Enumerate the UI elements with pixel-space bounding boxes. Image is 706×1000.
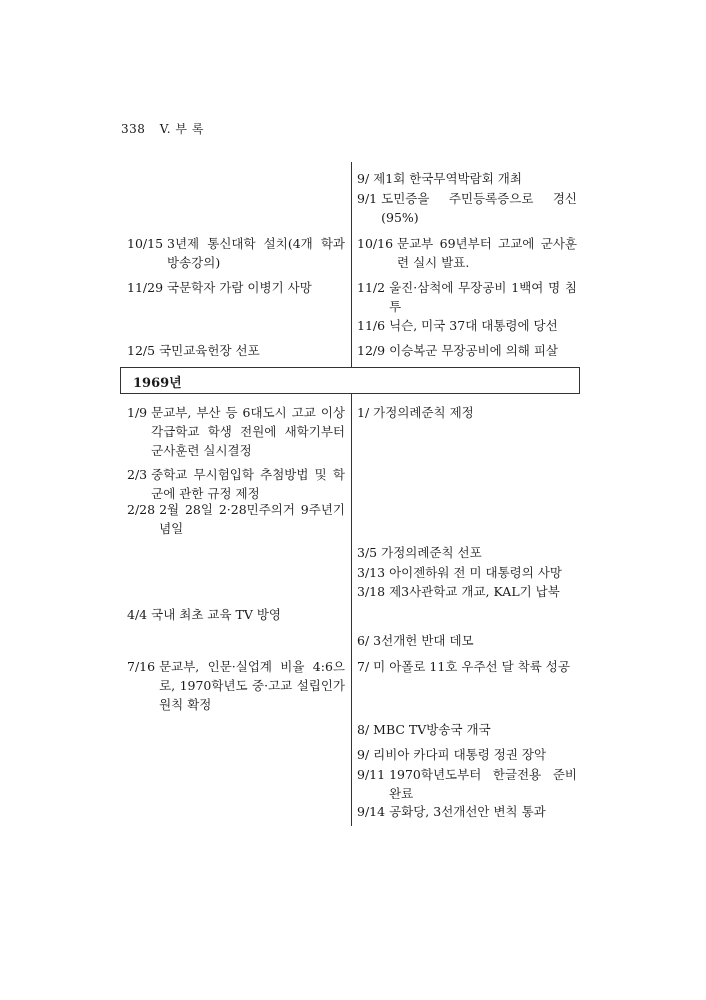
chronology-entry xyxy=(127,500,345,538)
entry-date: 11/29 xyxy=(127,280,164,295)
chronology-entry xyxy=(357,720,577,739)
chronology-entry xyxy=(127,341,345,360)
entry-text: 제3사관학교 개교, KAL기 납북 xyxy=(389,584,560,599)
chronology-entry xyxy=(127,605,345,624)
entry-date: 9/1 xyxy=(357,191,378,206)
chronology-entry xyxy=(357,657,577,676)
entry-date: 12/5 xyxy=(127,343,156,358)
entry-text: 3년제 통신대학 설치(4개 학과 방송강의) xyxy=(167,236,345,270)
entry-date: 11/2 xyxy=(357,280,386,295)
entry-date: 2/28 xyxy=(127,502,156,517)
entry-date: 9/ xyxy=(357,747,370,762)
entry-date: 2/3 xyxy=(127,467,148,482)
chronology-entry xyxy=(357,563,577,582)
entry-text: 문교부, 부산 등 6대도시 고교 이상 각급학교 학생 전원에 새학기부터 군사훈련 실시결정 xyxy=(151,405,345,458)
entry-text: 리비아 카다피 대통령 정권 장악 xyxy=(373,747,547,762)
chronology-entry xyxy=(357,582,577,601)
entry-date: 1/9 xyxy=(127,405,148,420)
entry-text: 국내 최초 교육 TV 방영 xyxy=(151,607,281,622)
chronology-entry xyxy=(127,465,345,503)
chronology-entry xyxy=(357,765,577,803)
entry-date: 3/5 xyxy=(357,545,378,560)
entry-text: 3선개헌 반대 데모 xyxy=(373,633,474,648)
entry-date: 12/9 xyxy=(357,343,386,358)
chronology-entry xyxy=(357,169,577,188)
chronology-entry xyxy=(127,657,345,714)
entry-date: 6/ xyxy=(357,633,370,648)
entry-text: 가정의례준칙 선포 xyxy=(381,545,482,560)
entry-text: 울진·삼척에 무장공비 1백여 명 침투 xyxy=(389,280,577,314)
entry-text: 아이젠하워 전 미 대통령의 사망 xyxy=(389,565,562,580)
page-number: 338 xyxy=(121,122,146,136)
entry-text: 2월 28일 2·28민주의거 9주년기념일 xyxy=(159,502,345,536)
chronology-entry xyxy=(357,543,577,562)
chronology-entry xyxy=(357,189,577,227)
column-divider-top xyxy=(351,162,352,367)
entry-date: 4/4 xyxy=(127,607,148,622)
entry-date: 10/15 xyxy=(127,236,164,251)
column-divider-bottom xyxy=(351,394,352,826)
running-header xyxy=(121,120,204,137)
entry-date: 8/ xyxy=(357,722,370,737)
entry-text: 국민교육헌장 선포 xyxy=(159,343,260,358)
entry-text: 닉슨, 미국 37대 대통령에 당선 xyxy=(389,318,558,333)
year-heading: 1969년 xyxy=(133,376,182,391)
entry-date: 1/ xyxy=(357,405,370,420)
entry-date: 11/6 xyxy=(357,318,386,333)
chronology-entry xyxy=(357,316,577,335)
entry-date: 3/18 xyxy=(357,584,386,599)
chronology-entry xyxy=(127,278,345,297)
chronology-entry xyxy=(357,631,577,650)
entry-text: 1970학년도부터 한글전용 준비 완료 xyxy=(389,767,577,801)
entry-date: 9/11 xyxy=(357,767,386,782)
entry-text: 공화당, 3선개선안 변칙 통과 xyxy=(389,804,546,819)
entry-text: 이승복군 무장공비에 의해 피살 xyxy=(389,343,558,358)
entry-text: 국문학자 가람 이병기 사망 xyxy=(167,280,312,295)
entry-date: 10/16 xyxy=(357,236,394,251)
chronology-entry xyxy=(127,403,345,460)
entry-text: 도민증을 주민등록증으로 경신(95%) xyxy=(381,191,577,225)
entry-text: 제1회 한국무역박람회 개최 xyxy=(373,171,522,186)
entry-text: 문교부 69년부터 고교에 군사훈련 실시 발표. xyxy=(397,236,577,270)
entry-date: 9/ xyxy=(357,171,370,186)
chronology-entry xyxy=(357,802,577,821)
entry-date: 7/16 xyxy=(127,659,156,674)
chronology-entry xyxy=(357,278,577,316)
entry-text: 중학교 무시험입학 추첨방법 및 학군에 관한 규정 제정 xyxy=(151,467,345,501)
chronology-entry xyxy=(357,341,577,360)
year-heading-bar xyxy=(120,367,580,394)
entry-date: 9/14 xyxy=(357,804,386,819)
entry-text: 가정의례준칙 제정 xyxy=(373,405,474,420)
chronology-entry xyxy=(127,234,345,272)
entry-text: MBC TV방송국 개국 xyxy=(373,722,491,737)
chronology-entry xyxy=(357,403,577,422)
entry-date: 7/ xyxy=(357,659,370,674)
entry-date: 3/13 xyxy=(357,565,386,580)
section-title: V. 부 록 xyxy=(159,122,204,136)
entry-text: 문교부, 인문·실업계 비율 4:6으로, 1970학년도 중·고교 설립인가 원칙 확정 xyxy=(159,659,345,712)
chronology-entry xyxy=(357,745,577,764)
chronology-entry xyxy=(357,234,577,272)
entry-text: 미 아폴로 11호 우주선 달 착륙 성공 xyxy=(373,659,570,674)
